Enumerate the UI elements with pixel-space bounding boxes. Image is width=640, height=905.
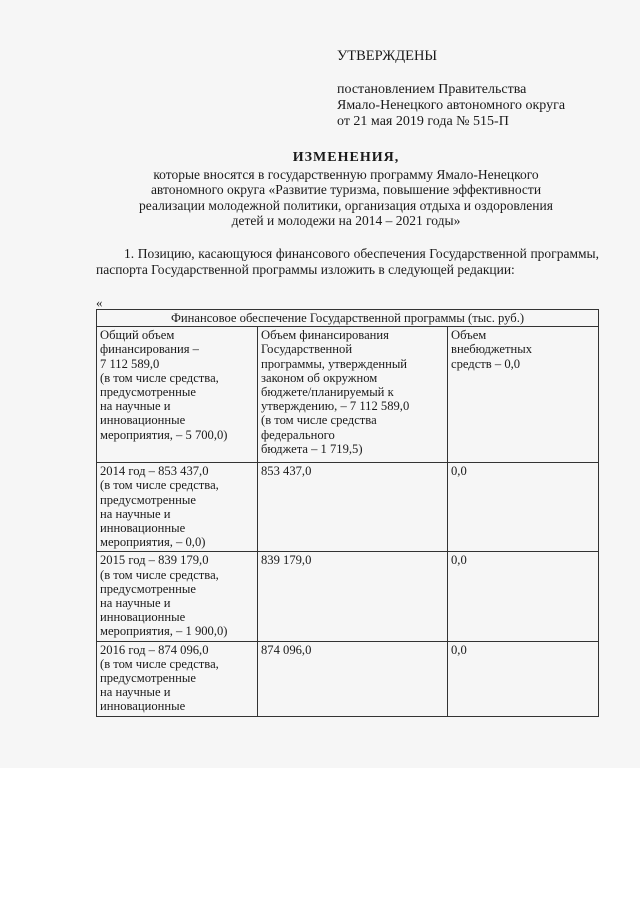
header-extrabudgetary: Объем внебюджетных средств – 0,0 [448,327,599,463]
row-2015-extrabudgetary: 0,0 [448,552,599,641]
table-row [97,552,599,641]
financing-table [96,309,599,717]
table-row [97,463,599,552]
approval-heading: УТВЕРЖДЕНЫ [337,48,438,64]
row-2014-extrabudgetary: 0,0 [448,463,599,552]
approval-line-1: постановлением Правительства [337,82,527,97]
approval-line-3: от 21 мая 2019 года № 515-П [337,114,509,129]
approval-block [337,48,617,130]
table-caption: Финансовое обеспечение Государственной программы (тыс. руб.) [97,310,599,327]
table-row [97,641,599,716]
header-program-financing: Объем финансирования Государственной программы, утвержденный законом об окружном бюджете/планируемый к утверждению, – 7 112 589,0 (в том числе средства федерального бюджета – 1 719,5) [258,327,448,463]
row-2016-extrabudgetary: 0,0 [448,641,599,716]
changes-title-block [96,150,596,229]
opening-quote-mark: « [96,295,103,310]
row-2016-program: 874 096,0 [258,641,448,716]
row-2014-total: 2014 год – 853 437,0 (в том числе средства, предусмотренные на научные и инновационные мероприятия, – 0,0) [97,463,258,552]
paragraph-1: 1. Позицию, касающуюся финансового обеспечения Государственной программы, паспорта Государственной программы изложить в следующей редакции: [96,246,599,277]
row-2015-program: 839 179,0 [258,552,448,641]
approval-line-2: Ямало-Ненецкого автономного округа [337,98,566,113]
row-2016-total: 2016 год – 874 096,0 (в том числе средства, предусмотренные на научные и инновационные [97,641,258,716]
row-2014-program: 853 437,0 [258,463,448,552]
changes-subtitle: которые вносятся в государственную программу Ямало-Ненецкого автономного округа «Развитие туризма, повышение эффективности реализации молодежной политики, организация отдыха и оздоровления детей и молодежи на 2014 – 2021 годы» [139,166,553,229]
header-total-financing: Общий объем финансирования – 7 112 589,0 (в том числе средства, предусмотренные на научные и инновационные мероприятия, – 5 700,0) [97,327,258,463]
row-2015-total: 2015 год – 839 179,0 (в том числе средства, предусмотренные на научные и инновационные мероприятия, – 1 900,0) [97,552,258,641]
changes-heading: ИЗМЕНЕНИЯ, [292,150,400,165]
